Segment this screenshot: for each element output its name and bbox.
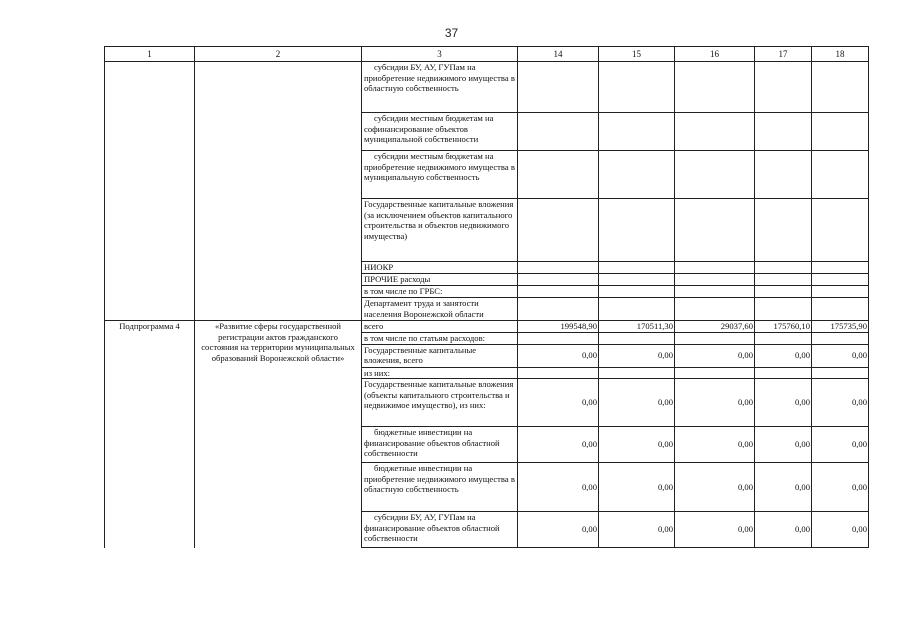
value-cell	[812, 298, 869, 321]
row-label: субсидии местным бюджетам на софинансирование объектов муниципальной собственности	[362, 113, 518, 151]
column-number: 1	[105, 47, 195, 62]
value-cell	[599, 62, 675, 113]
value-cell	[675, 62, 755, 113]
value-cell	[599, 367, 675, 379]
value-cell: 0,00	[755, 344, 812, 367]
column-number: 17	[755, 47, 812, 62]
value-cell	[812, 274, 869, 286]
row-label: в том числе по статьям расходов:	[362, 333, 518, 345]
value-cell	[518, 199, 599, 262]
value-cell: 0,00	[599, 463, 675, 512]
value-cell	[599, 113, 675, 151]
value-cell: 0,00	[755, 427, 812, 463]
budget-table	[104, 46, 869, 548]
value-cell: 0,00	[812, 427, 869, 463]
value-cell: 0,00	[675, 463, 755, 512]
value-cell: 0,00	[755, 379, 812, 427]
column-number: 2	[195, 47, 362, 62]
value-cell: 0,00	[812, 463, 869, 512]
value-cell	[675, 262, 755, 274]
value-cell	[675, 274, 755, 286]
continued-code-cell	[105, 62, 195, 321]
value-cell	[812, 151, 869, 199]
row-label: субсидии БУ, АУ, ГУПам на приобретение недвижимого имущества в областную собственность	[362, 62, 518, 113]
value-cell: 175735,90	[812, 321, 869, 333]
value-cell	[675, 333, 755, 345]
value-cell	[755, 151, 812, 199]
value-cell: 175760,10	[755, 321, 812, 333]
value-cell: 0,00	[812, 512, 869, 548]
table-row	[105, 321, 869, 333]
column-number: 3	[362, 47, 518, 62]
value-cell	[755, 62, 812, 113]
value-cell: 0,00	[755, 463, 812, 512]
value-cell: 0,00	[599, 427, 675, 463]
value-cell	[755, 298, 812, 321]
value-cell	[518, 62, 599, 113]
row-label: Департамент труда и занятости населения Воронежской области	[362, 298, 518, 321]
value-cell: 0,00	[755, 512, 812, 548]
value-cell	[755, 262, 812, 274]
value-cell: 0,00	[518, 463, 599, 512]
row-label: Государственные капитальные вложения (за исключением объектов капитального строительства и объектов недвижимого имущества)	[362, 199, 518, 262]
value-cell	[675, 151, 755, 199]
value-cell	[812, 286, 869, 298]
value-cell	[599, 274, 675, 286]
value-cell	[518, 113, 599, 151]
value-cell: 29037,60	[675, 321, 755, 333]
value-cell	[599, 286, 675, 298]
value-cell: 0,00	[812, 379, 869, 427]
column-number: 14	[518, 47, 599, 62]
value-cell: 199548,90	[518, 321, 599, 333]
row-label: всего	[362, 321, 518, 333]
row-label: Государственные капитальные вложения (объекты капитального строительства и недвижимое имущество), из них:	[362, 379, 518, 427]
value-cell	[755, 113, 812, 151]
row-label: субсидии местным бюджетам на приобретение недвижимого имущества в муниципальную собственность	[362, 151, 518, 199]
value-cell: 0,00	[518, 512, 599, 548]
value-cell	[755, 286, 812, 298]
column-number-row	[105, 47, 869, 62]
value-cell: 0,00	[675, 427, 755, 463]
value-cell	[599, 199, 675, 262]
value-cell	[675, 199, 755, 262]
value-cell: 0,00	[599, 512, 675, 548]
row-label: бюджетные инвестиции на финансирование объектов областной собственности	[362, 427, 518, 463]
value-cell	[675, 286, 755, 298]
continued-name-cell	[195, 62, 362, 321]
row-label: бюджетные инвестиции на приобретение недвижимого имущества в областную собственность	[362, 463, 518, 512]
value-cell: 0,00	[599, 379, 675, 427]
value-cell	[518, 286, 599, 298]
value-cell	[812, 62, 869, 113]
value-cell: 0,00	[518, 379, 599, 427]
value-cell	[518, 298, 599, 321]
page-number: 37	[444, 26, 459, 40]
value-cell: 0,00	[599, 344, 675, 367]
row-label: субсидии БУ, АУ, ГУПам на финансирование объектов областной собственности	[362, 512, 518, 548]
value-cell	[755, 367, 812, 379]
value-cell: 0,00	[518, 344, 599, 367]
table-row	[105, 62, 869, 113]
value-cell	[675, 367, 755, 379]
value-cell: 170511,30	[599, 321, 675, 333]
value-cell	[599, 333, 675, 345]
column-number: 15	[599, 47, 675, 62]
value-cell	[755, 274, 812, 286]
value-cell: 0,00	[675, 512, 755, 548]
value-cell: 0,00	[812, 344, 869, 367]
value-cell	[812, 199, 869, 262]
value-cell: 0,00	[675, 379, 755, 427]
row-label: из них:	[362, 367, 518, 379]
value-cell	[755, 333, 812, 345]
value-cell	[518, 367, 599, 379]
value-cell	[518, 274, 599, 286]
value-cell	[599, 262, 675, 274]
value-cell	[755, 199, 812, 262]
value-cell	[599, 298, 675, 321]
program-name: «Развитие сферы государственной регистрации актов гражданского состояния на территории муниципальных образований Воронежской области»	[195, 321, 362, 548]
row-label: ПРОЧИЕ расходы	[362, 274, 518, 286]
value-cell	[518, 333, 599, 345]
value-cell	[599, 151, 675, 199]
column-number: 18	[812, 47, 869, 62]
value-cell	[812, 262, 869, 274]
value-cell	[812, 333, 869, 345]
program-code: Подпрограмма 4	[105, 321, 195, 548]
column-number: 16	[675, 47, 755, 62]
row-label: НИОКР	[362, 262, 518, 274]
value-cell	[518, 151, 599, 199]
value-cell	[675, 113, 755, 151]
value-cell: 0,00	[518, 427, 599, 463]
row-label: Государственные капитальные вложения, всего	[362, 344, 518, 367]
value-cell	[675, 298, 755, 321]
value-cell	[518, 262, 599, 274]
value-cell: 0,00	[675, 344, 755, 367]
row-label: в том числе по ГРБС:	[362, 286, 518, 298]
value-cell	[812, 113, 869, 151]
value-cell	[812, 367, 869, 379]
